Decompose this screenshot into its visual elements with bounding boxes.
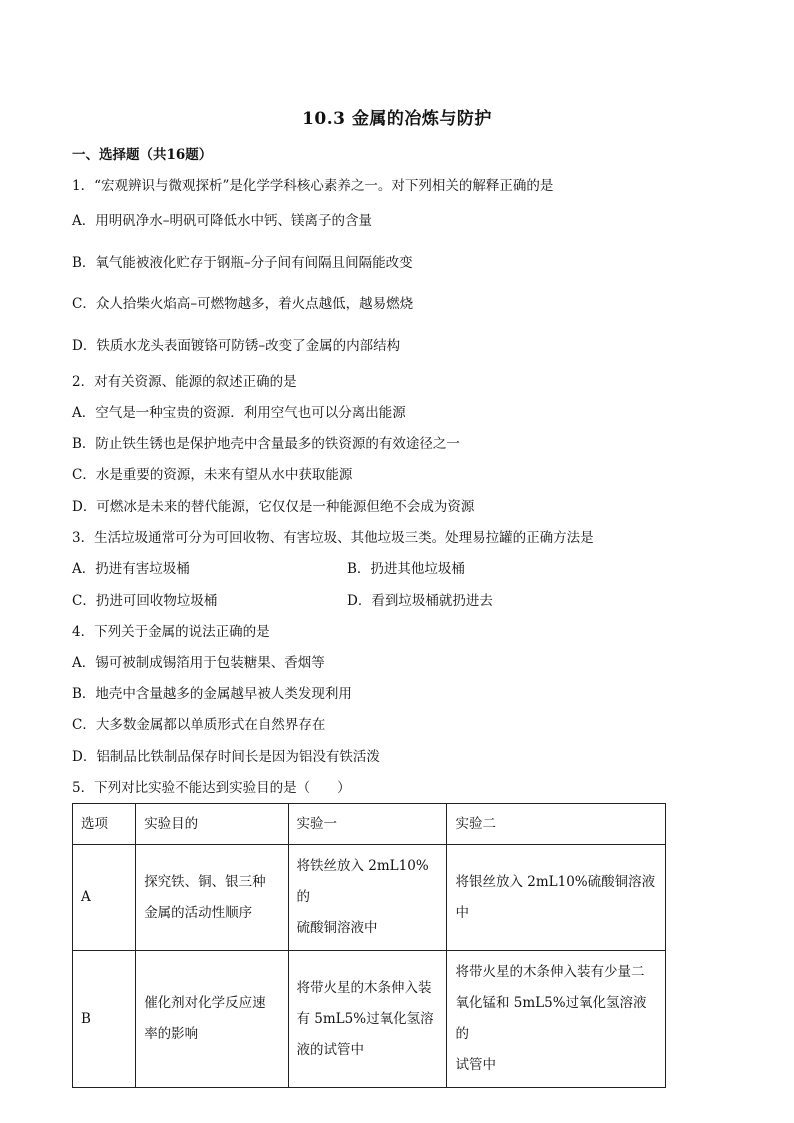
- table-header-row: [73, 804, 666, 845]
- cell-line: 中: [455, 904, 469, 921]
- cell-line: 有 5mL5%过氧化氢溶: [296, 1010, 434, 1027]
- question-4-option-c: C．大多数金属都以单质形式在自然界存在: [72, 717, 326, 733]
- question-3-option-c: C．扔进可回收物垃圾桶: [72, 593, 218, 609]
- table-cell-purpose: [136, 951, 288, 1088]
- question-4-option-a: A．锡可被制成锡箔用于包装糖果、香烟等: [72, 655, 325, 671]
- question-2-option-d: D．可燃冰是未来的替代能源，它仅仅是一种能源但绝不会成为资源: [72, 499, 475, 515]
- table-row: [73, 845, 666, 951]
- table-cell-exp2: [447, 951, 666, 1088]
- cell-line: 率的影响: [144, 1026, 199, 1042]
- question-1-option-d: D．铁质水龙头表面镀铬可防锈–改变了金属的内部结构: [72, 338, 401, 354]
- question-4-option-d: D．铝制品比铁制品保存时间长是因为铝没有铁活泼: [72, 749, 380, 765]
- section-heading: 一、选择题（共16题）: [72, 147, 213, 163]
- question-1-option-a: A．用明矾净水–明矾可降低水中钙、镁离子的含量: [72, 213, 372, 229]
- cell-line: 催化剂对化学反应速: [144, 995, 266, 1011]
- cell-line: 金属的活动性顺序: [144, 904, 253, 921]
- cell-line: 探究铁、铜、银三种: [144, 873, 266, 890]
- question-3-option-d: D．看到垃圾桶就扔进去: [347, 593, 493, 609]
- cell-line: 试管中: [455, 1057, 496, 1073]
- question-2-option-a: A．空气是一种宝贵的资源．利用空气也可以分离出能源: [72, 405, 406, 421]
- question-3-option-a: A．扔进有害垃圾桶: [72, 561, 190, 577]
- table-cell-option: B: [73, 951, 136, 1088]
- cell-line: 将铁丝放入 2mL10%的: [296, 858, 429, 905]
- question-1-stem: 1．“宏观辨识与微观探析”是化学学科核心素养之一。对下列相关的解释正确的是: [72, 178, 554, 194]
- cell-line: 硫酸铜溶液中: [296, 920, 378, 936]
- question-2-option-c: C．水是重要的资源，未来有望从水中获取能源: [72, 467, 353, 483]
- table-header-cell: 实验目的: [136, 804, 288, 845]
- question-5-stem: 5．下列对比实验不能达到实验目的是（ ）: [72, 780, 351, 796]
- question-4-stem: 4．下列关于金属的说法正确的是: [72, 624, 270, 640]
- table-cell-exp1: [288, 845, 447, 951]
- table-cell-exp1: [288, 951, 447, 1088]
- cell-line: 将带火星的木条伸入装: [296, 979, 432, 996]
- question-1-option-b: B．氧气能被液化贮存于钢瓶–分子间有间隔且间隔能改变: [72, 255, 413, 271]
- question-2-option-b: B．防止铁生锈也是保护地壳中含量最多的铁资源的有效途径之一: [72, 436, 460, 452]
- page-title: 10.3 金属的冶炼与防护: [302, 109, 492, 129]
- experiment-table: [72, 803, 666, 1088]
- table-cell-purpose: [136, 845, 288, 951]
- table-header-cell: 实验二: [447, 804, 666, 845]
- question-4-option-b: B．地壳中含量越多的金属越早被人类发现利用: [72, 686, 352, 702]
- cell-line: 液的试管中: [296, 1041, 364, 1058]
- table-cell-option: A: [73, 845, 136, 951]
- table-row: [73, 951, 666, 1088]
- question-3-option-b: B．扔进其他垃圾桶: [347, 561, 465, 577]
- question-1-option-c: C．众人拾柴火焰高–可燃物越多，着火点越低，越易燃烧: [72, 296, 414, 312]
- cell-line: 将银丝放入 2mL10%硫酸铜溶液: [455, 873, 656, 890]
- cell-line: 氧化锰和 5mL5%过氧化氢溶液的: [455, 995, 647, 1042]
- cell-line: 将带火星的木条伸入装有少量二: [455, 964, 645, 980]
- table-cell-exp2: [447, 845, 666, 951]
- table-header-cell: 选项: [73, 804, 136, 845]
- question-3-stem: 3．生活垃圾通常可分为可回收物、有害垃圾、其他垃圾三类。处理易拉罐的正确方法是: [72, 530, 594, 546]
- table-header-cell: 实验一: [288, 804, 447, 845]
- question-2-stem: 2．对有关资源、能源的叙述正确的是: [72, 374, 297, 390]
